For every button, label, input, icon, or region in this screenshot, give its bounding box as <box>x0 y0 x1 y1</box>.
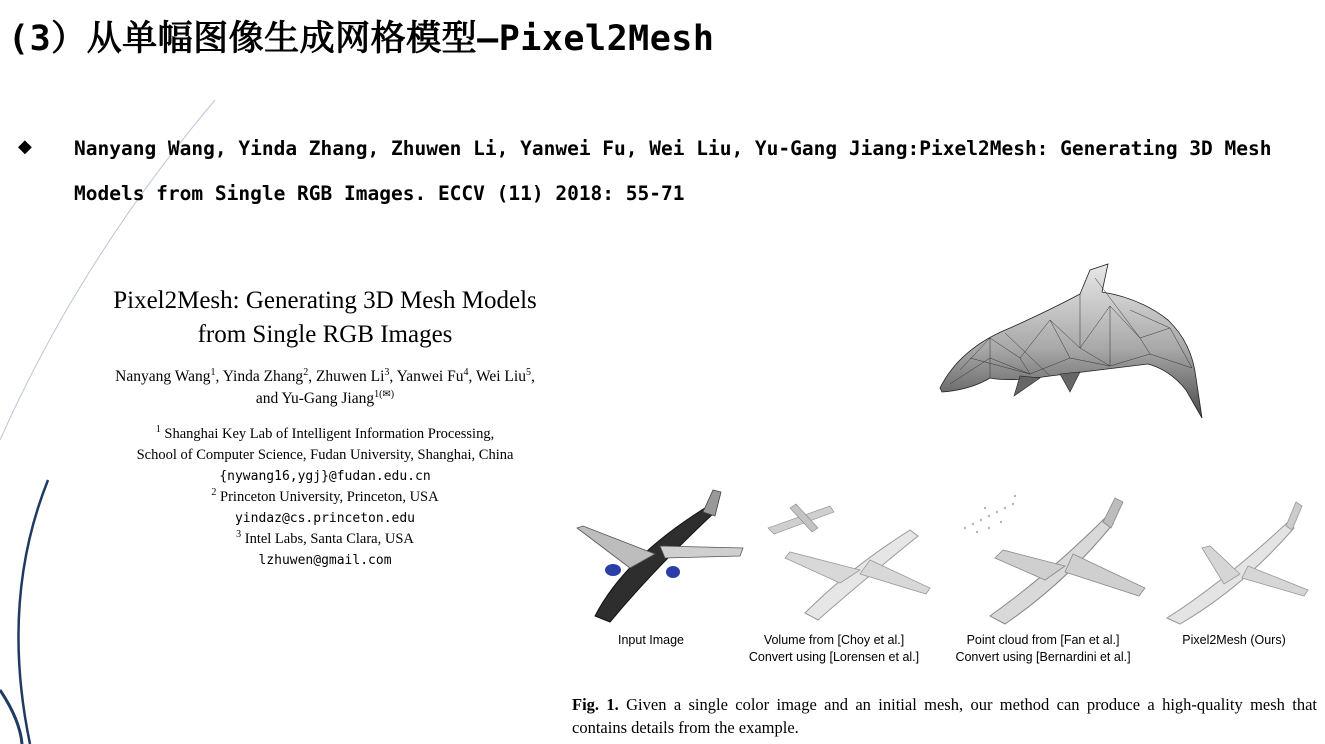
author-sep: , <box>215 368 223 385</box>
caption-point-cloud-line1: Point cloud from [Fan et al.] <box>966 633 1120 647</box>
affiliation-line <box>40 445 610 466</box>
affiliation-sup: 2 <box>211 487 217 499</box>
affiliation-line <box>40 529 610 550</box>
affiliation-text: Princeton University, Princeton, USA <box>220 489 439 505</box>
affiliation-text: Intel Labs, Santa Clara, USA <box>244 531 414 547</box>
affiliation-line <box>40 550 610 571</box>
pixel2mesh-result-airplane <box>1162 488 1312 628</box>
figure-caption-label: Fig. 1. <box>572 695 619 714</box>
author-sup: 4 <box>463 366 469 378</box>
author-sup: 1 <box>210 366 216 378</box>
paper-header <box>40 284 610 571</box>
reference-text: Nanyang Wang, Yinda Zhang, Zhuwen Li, Yanwei Fu, Wei Liu, Yu-Gang Jiang:Pixel2Mesh: Generating 3D Mesh Models from Single RGB Images. ECCV (11) 2018: 55-71 <box>74 137 1284 205</box>
affiliation-sup: 3 <box>236 529 242 541</box>
caption-input-image: Input Image <box>617 633 684 647</box>
affiliation-email: yindaz@cs.princeton.edu <box>234 511 415 526</box>
author-sup: 2 <box>303 366 309 378</box>
paper-title-line2: from Single RGB Images <box>197 321 453 348</box>
author-name: and Yu-Gang Jiang <box>255 390 375 407</box>
caption-volume-line2: Convert using [Lorensen et al.] <box>748 650 920 664</box>
caption-pixel2mesh: Pixel2Mesh (Ours) <box>1182 633 1286 647</box>
dolphin-mesh-image <box>930 258 1215 428</box>
author-name: Yinda Zhang <box>222 368 304 385</box>
slide-title: (3）从单幅图像生成网格模型—Pixel2Mesh <box>8 19 715 59</box>
paper-authors <box>40 366 610 410</box>
author-name: Yanwei Fu <box>396 368 464 385</box>
author-sep: , <box>389 368 397 385</box>
point-cloud-reconstruction-airplane <box>955 488 1150 628</box>
caption-volume-line1: Volume from [Choy et al.] <box>763 633 905 647</box>
author-sep: , <box>308 368 316 385</box>
author-sep: , <box>530 368 535 385</box>
author-sup: 5 <box>525 366 531 378</box>
author-name: Nanyang Wang <box>115 368 211 385</box>
affiliation-line <box>40 424 610 445</box>
figure-caption <box>572 693 1317 739</box>
author-sep: , <box>468 368 476 385</box>
author-sup: 3 <box>384 366 390 378</box>
affiliation-email: {nywang16,ygj}@fudan.edu.cn <box>219 469 431 484</box>
affiliation-line <box>40 487 610 508</box>
caption-point-cloud <box>940 632 1146 666</box>
affiliation-text: School of Computer Science, Fudan University, Shanghai, China <box>136 447 514 463</box>
volume-reconstruction-airplane <box>760 488 935 628</box>
paper-title-line1: Pixel2Mesh: Generating 3D Mesh Models <box>113 287 537 314</box>
affiliation-line <box>40 508 610 529</box>
caption-volume <box>734 632 934 666</box>
affiliation-sup: 1 <box>155 424 161 436</box>
figure-caption-text: Given a single color image and an initial mesh, our method can produce a high-quality mesh that contains details from the example. <box>572 695 1317 737</box>
author-name: Wei Liu <box>475 368 526 385</box>
paper-title <box>40 284 610 352</box>
input-image-airplane <box>575 488 745 628</box>
author-sup: 1(✉) <box>374 388 395 400</box>
author-name: Zhuwen Li <box>315 368 385 385</box>
paper-affiliations <box>40 424 610 571</box>
affiliation-line <box>40 466 610 487</box>
affiliation-text: Shanghai Key Lab of Intelligent Information Processing, <box>164 426 495 442</box>
affiliation-email: lzhuwen@gmail.com <box>258 553 392 568</box>
diamond-bullet-icon: ◆ <box>18 136 32 157</box>
caption-point-cloud-line2: Convert using [Bernardini et al.] <box>955 650 1131 664</box>
